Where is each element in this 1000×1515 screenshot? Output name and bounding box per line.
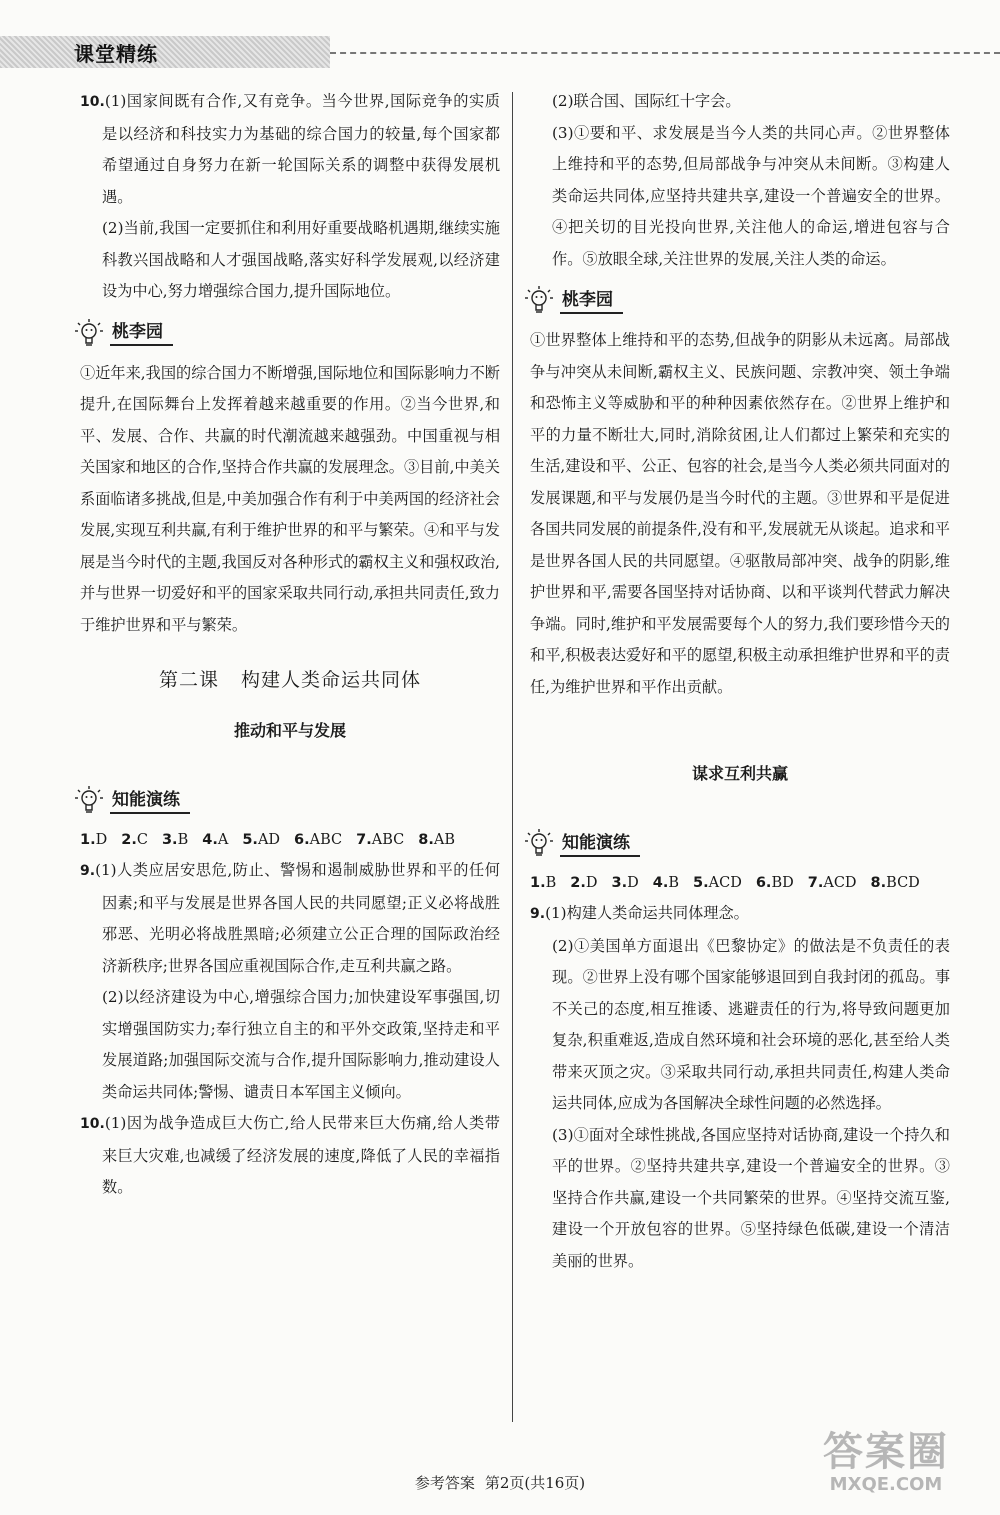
answer-item: 1.D: [80, 832, 108, 848]
answer-item: 3.D: [611, 875, 639, 891]
question-10-part1: 10.(1)国家间既有合作,又有竞争。当今世界,国际竞争的实质是以经济和科技实力为基础的综合国力的较量,每个国家都希望通过自身努力在新一轮国际关系的调整中获得发展机遇。: [80, 92, 500, 206]
lightbulb-icon: [522, 827, 556, 861]
question-number: 10.: [80, 94, 105, 110]
question-10-part1: 10.(1)因为战争造成巨大伤亡,给人民带来巨大伤痛,给人类带来巨大灾难,也减缓了经济发展的速度,降低了人民的幸福指数。: [80, 1114, 500, 1196]
answer-item: 1.B: [530, 875, 557, 891]
topic-title: 谋求互利共赢: [691, 764, 788, 783]
answer-item: 2.D: [570, 875, 598, 891]
question-10-part3: (3)①要和平、求发展是当今人类的共同心声。②世界整体上维持和平的态势,但局部战争与冲突从未间断。③构建人类命运共同体,应坚持共建共享,建设一个普遍安全的世界。④把关切的目光投向世界,关注他人的命运,增进包容与合作。⑤放眼全球,关注世界的发展,关注人类的命运。: [552, 123, 950, 268]
answer-item: 6.BD: [755, 875, 794, 891]
answer-item: 8.AB: [418, 832, 456, 848]
taoliyuan-text: ①世界整体上维持和平的态势,但战争的阴影从未远离。局部战争与冲突从未间断,霸权主义、民族问题、宗教冲突、领土争端和恐怖主义等威胁和平的种种因素依然存在。②世界上维护和平的力量不断壮大,同时,消除贫困,让人们都过上繁荣和充实的生活,建设和平、公正、包容的社会,是当今人类必须共同面对的发展课题,和平与发展仍是当今时代的主题。③世界和平是促进各国共同发展的前提条件,没有和平,发展就无从谈起。追求和平是世界各国人民的共同愿望。④驱散局部冲突、战争的阴影,维护世界和平,需要各国坚持对话协商、以和平谈判代替武力解决争端。同时,维护和平发展需要每个人的努力,我们要珍惜今天的和平,积极表达爱好和平的愿望,积极主动承担维护世界和平的责任,为维护世界和平作出贡献。: [530, 331, 950, 696]
footer-label: 参考答案: [414, 1474, 475, 1492]
page-number: 第2页(共16页): [484, 1474, 586, 1492]
lightbulb-icon: [72, 784, 106, 818]
header-band: [0, 36, 330, 68]
section-title: 知能演练: [110, 789, 190, 814]
watermark-url: MXQE.COM: [829, 1474, 943, 1495]
topic-title: 推动和平与发展: [233, 721, 346, 740]
right-column: [530, 86, 950, 1277]
section-title: 桃李园: [110, 321, 173, 346]
answer-item: 5.ACD: [693, 875, 742, 891]
answer-list: [80, 825, 500, 855]
section-taoliyuan: [522, 281, 950, 321]
question-9-part1: 9.(1)人类应居安思危,防止、警惕和遏制威胁世界和平的任何因素;和平与发展是世界各国人民的共同愿望;正义必将战胜邪恶、光明必将战胜黑暗;必须建立公正合理的国际政治经济新秩序;世界各国应重视国际合作,走互利共赢之路。: [80, 861, 500, 975]
answer-item: 3.B: [161, 832, 189, 848]
answer-item: 7.ACD: [807, 875, 857, 891]
section-title: 知能演练: [560, 832, 640, 857]
question-9-part2: (2)以经济建设为中心,增强综合国力;加快建设军事强国,切实增强国防实力;奉行独立自主的和平外交政策,坚持走和平发展道路;加强国际交流与合作,提升国际影响力,推动建设人类命运共同体;警惕、谴责日本军国主义倾向。: [102, 988, 500, 1101]
question-9-part2: (2)①美国单方面退出《巴黎协定》的做法是不负责任的表现。②世界上没有哪个国家能够退回到自我封闭的孤岛。事不关己的态度,相互推诿、逃避责任的行为,将导致问题更加复杂,积重难返,造成自然环境和社会环境的恶化,甚至给人类带来灭顶之灾。③采取共同行动,承担共同责任,构建人类命运共同体,应成为各国解决全球性问题的必然选择。: [552, 936, 950, 1112]
question-9-part3: (3)①面对全球性挑战,各国应坚持对话协商,建设一个持久和平的世界。②坚持共建共享,建设一个普遍安全的世界。③坚持合作共赢,建设一个共同繁荣的世界。④坚持交流互鉴,建设一个开放包容的世界。⑤坚持绿色低碳,建设一个清洁美丽的世界。: [552, 1125, 950, 1270]
answer-item: 7.ABC: [356, 832, 405, 848]
taoliyuan-text: ①近年来,我国的综合国力不断增强,国际地位和国际影响力不断提升,在国际舞台上发挥着越来越重要的作用。②当今世界,和平、发展、合作、共赢的时代潮流越来越强劲。中国重视与相关国家和地区的合作,坚持合作共赢的发展理念。③目前,中美关系面临诸多挑战,但是,中美加强合作有利于中美两国的经济社会发展,实现互利共赢,有利于维护世界的和平与繁荣。④和平与发展是当今时代的主题,我国反对各种形式的霸权主义和强权政治,并与世界一切爱好和平的国家采取共同行动,承担共同责任,致力于维护世界和平与繁荣。: [80, 363, 500, 634]
question-9-part1: 9.(1)构建人类命运共同体理念。: [530, 904, 749, 922]
answer-list: [530, 868, 950, 898]
answer-item: 5.AD: [242, 832, 281, 848]
header-dashed-rule: [330, 52, 1000, 54]
watermark-text: 答案圈: [823, 1429, 949, 1475]
lightbulb-icon: [522, 284, 556, 318]
left-column: [80, 86, 500, 1204]
section-zhineng: [522, 824, 950, 864]
lightbulb-icon: [72, 317, 106, 351]
answer-item: 6.ABC: [294, 832, 343, 848]
lesson-title: 第二课 构建人类命运共同体: [158, 669, 422, 691]
answer-item: 4.B: [652, 875, 680, 891]
section-header-title: 课堂精练: [74, 42, 158, 66]
section-title: 桃李园: [560, 289, 623, 314]
section-taoliyuan: [72, 314, 500, 354]
question-10-part2: (2)联合国、国际红十字会。: [552, 92, 741, 110]
watermark-logo: [786, 1430, 986, 1510]
answer-item: 4.A: [202, 832, 229, 848]
answer-item: 2.C: [121, 832, 148, 848]
question-10-part2: (2)当前,我国一定要抓住和利用好重要战略机遇期,继续实施科教兴国战略和人才强国战略,落实好科学发展观,以经济建设为中心,努力增强综合国力,提升国际地位。: [102, 219, 500, 300]
section-zhineng: [72, 781, 500, 821]
answer-item: 8.BCD: [870, 875, 920, 891]
spacer: [530, 703, 950, 761]
column-divider: [512, 92, 513, 1422]
